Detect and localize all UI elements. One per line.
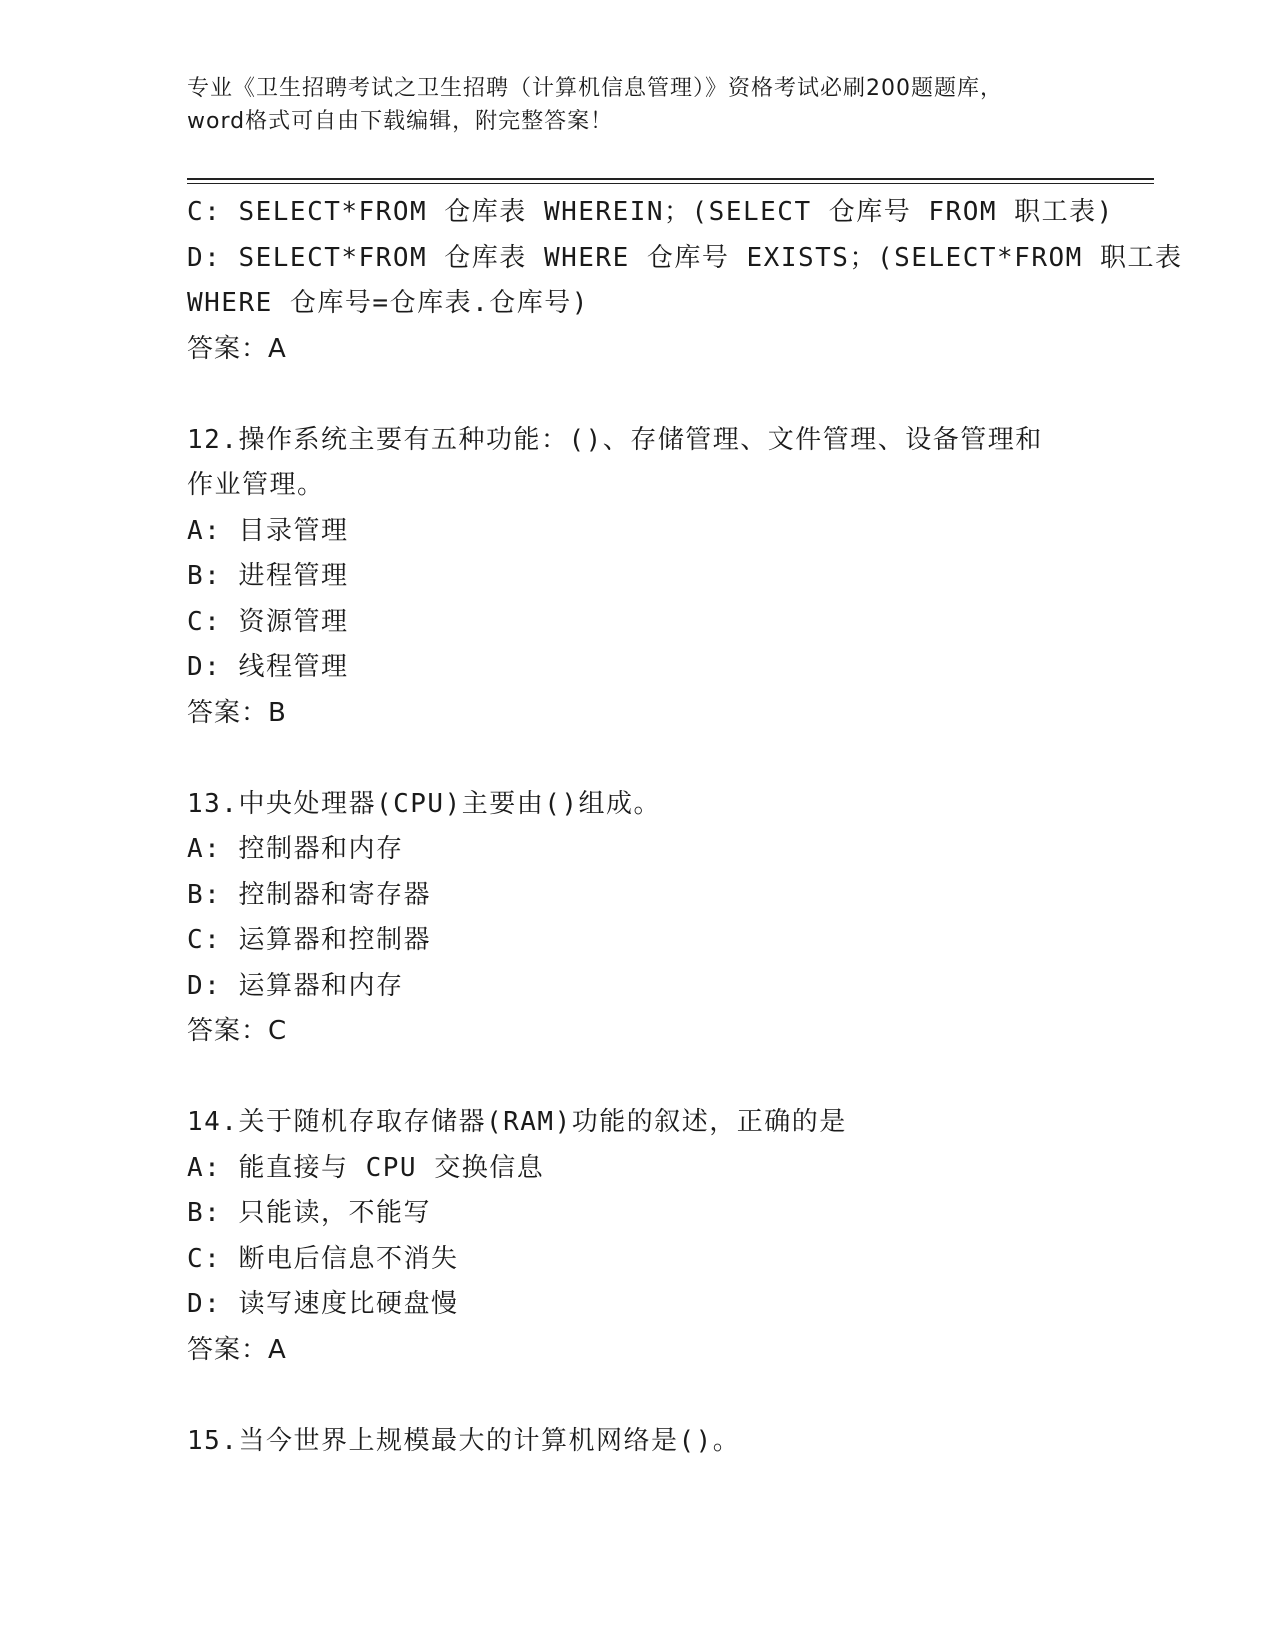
option-c: C: 资源管理 bbox=[187, 606, 349, 637]
question-14 bbox=[187, 1100, 1087, 1373]
spacer bbox=[187, 1055, 1087, 1101]
option-a: A: 控制器和内存 bbox=[187, 834, 404, 864]
spacer bbox=[187, 372, 1087, 418]
question-11-continued bbox=[187, 190, 1183, 372]
option-d: D: 读写速度比硬盘慢 bbox=[187, 1289, 459, 1319]
answer-line: 答案：A bbox=[187, 1334, 287, 1365]
answer-line: 答案：A bbox=[187, 333, 287, 364]
option-c: C: 断电后信息不消失 bbox=[187, 1243, 459, 1274]
question-12 bbox=[187, 418, 1087, 737]
document-header bbox=[187, 72, 1087, 138]
option-d: D: 线程管理 bbox=[187, 652, 349, 682]
question-stem: 12.操作系统主要有五种功能：()、存储管理、文件管理、设备管理和 bbox=[187, 424, 1043, 455]
spacer bbox=[187, 1373, 1087, 1419]
question-13 bbox=[187, 782, 1087, 1055]
option-a: A: 能直接与 CPU 交换信息 bbox=[187, 1152, 545, 1183]
spacer bbox=[187, 736, 1087, 782]
question-15 bbox=[187, 1419, 1087, 1465]
question-stem: 15.当今世界上规模最大的计算机网络是()。 bbox=[187, 1425, 741, 1456]
question-stem: 13.中央处理器(CPU)主要由()组成。 bbox=[187, 788, 662, 819]
option-b: B: 进程管理 bbox=[187, 561, 349, 591]
option-c: C: 运算器和控制器 bbox=[187, 925, 431, 955]
header-subtitle-line: word格式可自由下载编辑，附完整答案！ bbox=[187, 109, 614, 134]
header-divider-thick bbox=[187, 178, 1154, 180]
option-c: C: SELECT*FROM 仓库表 WHEREIN；(SELECT 仓库号 FROM 职工表) bbox=[187, 197, 1114, 227]
option-b: B: 控制器和寄存器 bbox=[187, 879, 431, 910]
question-stem: 14.关于随机存取存储器(RAM)功能的叙述，正确的是 bbox=[187, 1107, 847, 1137]
header-divider-thin bbox=[187, 183, 1154, 184]
answer-line: 答案：B bbox=[187, 697, 287, 728]
option-d: D: SELECT*FROM 仓库表 WHERE 仓库号 EXISTS；(SELECT*FROM 职工表 bbox=[187, 242, 1183, 273]
question-stem-continued: 作业管理。 bbox=[187, 470, 325, 500]
option-b: B: 只能读，不能写 bbox=[187, 1198, 431, 1228]
option-d: D: 运算器和内存 bbox=[187, 970, 404, 1001]
option-a: A: 目录管理 bbox=[187, 515, 349, 546]
option-d-continued: WHERE 仓库号=仓库表.仓库号) bbox=[187, 288, 589, 318]
answer-line: 答案：C bbox=[187, 1016, 288, 1046]
header-title-line: 专业《卫生招聘考试之卫生招聘（计算机信息管理）》资格考试必刷200题题库， bbox=[187, 76, 1003, 101]
question-list bbox=[187, 190, 1183, 1464]
